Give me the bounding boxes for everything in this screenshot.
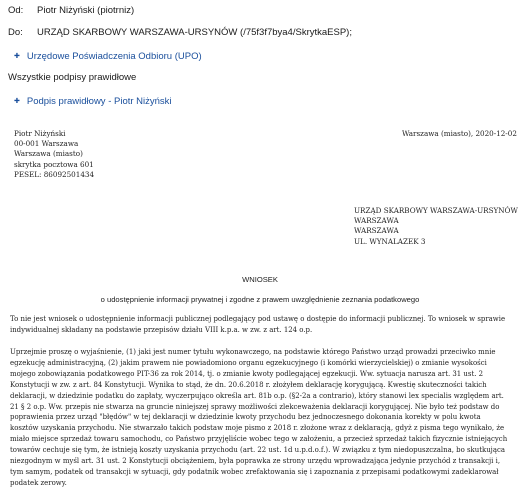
recipient-line: URZĄD SKARBOWY WARSZAWA-URSYNÓW: [354, 206, 518, 215]
recipient-address: [354, 206, 518, 247]
sender-line: PESEL: 86092501434: [14, 169, 95, 179]
signature-link-label: Podpis prawidłowy - Piotr Niżyński: [26, 96, 172, 107]
recipient-line: WARSZAWA: [354, 226, 399, 236]
sender-line: Piotr Niżyński: [14, 129, 66, 138]
to-label: Do:: [8, 27, 23, 38]
document-title: WNIOSEK: [242, 275, 278, 284]
sender-line: 00-001 Warszawa: [14, 139, 79, 149]
upo-link-label: Urzędowe Poświadczenia Odbioru (UPO): [26, 51, 202, 62]
document-subtitle: o udostępnienie informacji prywatnej i zgodne z prawem uwzględnienie zeznania podatkowego: [100, 295, 420, 304]
from-value: Piotr Niżyński (piotrniz): [37, 5, 135, 16]
signatures-status: Wszystkie podpisy prawidłowe: [8, 72, 137, 83]
signature-link[interactable]: [14, 96, 172, 108]
from-label: Od:: [8, 5, 24, 16]
sender-address: [14, 129, 94, 180]
intro-paragraph: To nie jest wniosek o udostępnienie informacji publicznej podlegający pod ustawę o dostępie do informacji publicznej. To wniosek w sprawie indywidualnej składany na podstawie przepisów działu VIII k.p.a. w zw. z art. 124 o.p.: [10, 315, 506, 334]
to-row: [8, 27, 352, 39]
expand-arrow-icon: ✚: [14, 98, 20, 105]
from-row: [8, 5, 134, 17]
sender-line: Warszawa (miasto): [14, 149, 83, 159]
place-date: Warszawa (miasto), 2020-12-02: [402, 129, 517, 138]
body-paragraph: Uprzejmie proszę o wyjaśnienie, (1) jaki jest numer tytułu wykonawczego, na podstawie którego Państwo urząd prowadzi przeciwko mnie egzekucję administracyjną, (2) jakim prawem nie powiadomiono organu egzekucyjnego (i komórki wierzycielskiej) o zmianie wysokości mojego zobowiązania podatkowego PIT-36 za rok 2014, tj. o zmianie kwoty podlegającej egzekucji. Ww. sytuacja narusza art. 31 ust. 2 Konstytucji w zw. z art. 84 Konstytucji. Wynika to stąd, że dn. 20.6.2018 r. złożyłem deklarację korygującą. Kwestię skuteczności takich deklaracji, w dziedzinie podatku do zapłaty, wyczerpująco określa art. 81b o.p. (§2-2a a contrario), który stanowi lex specialis względem art. 21 § 2 o.p. Ww. przepis nie stwarza na gruncie niniejszej sprawy możliwości zlekceważenia deklaracji korygującej. Nie było też podstaw do poprawienia przez urząd "błędów" w tej deklaracji w dziedzinie kwoty przychodu bez jednoczesnego dokonania korekty w polu kwota kosztów uzyskania przychodu. Nie stwarzało takich podstaw moje pismo z 2018 r. złożone wraz z deklaracją, gdyż z pisma tego wynikało, że miało miejsce sprzedaż towaru samochodu, co Państwo przyjęliście wobec tego w założeniu, a przecież sprzedaż takich fizycznie istniejących towarów cechuje się tym, że istnieją koszty uzyskania przychodu (art. 22 ust. 1d u.p.d.o.f.). W związku z tym niedopuszczalna, bo skutkująca niezgodnym w myśl art. 31 ust. 2 Konstytucji obciążeniem, była poprawka ze strony urzędu wprowadzająca jedynie przychód z transakcji i, tym samym, podatek od transakcji w sytuacji, gdy podatnik wobec zrefaktowania się i zapoznania z przepisami podatkowymi zadeklarował podatek zerowy.: [10, 348, 508, 487]
sender-line: skrytka pocztowa 601: [14, 159, 94, 169]
upo-link[interactable]: [14, 51, 202, 63]
expand-arrow-icon: ✚: [14, 53, 20, 60]
recipient-line: WARSZAWA: [354, 216, 399, 226]
recipient-line: UL. WYNALAZEK 3: [354, 236, 426, 246]
to-value: URZĄD SKARBOWY WARSZAWA-URSYNÓW (/75f3f7bya4/SkrytkaESP);: [37, 27, 352, 38]
